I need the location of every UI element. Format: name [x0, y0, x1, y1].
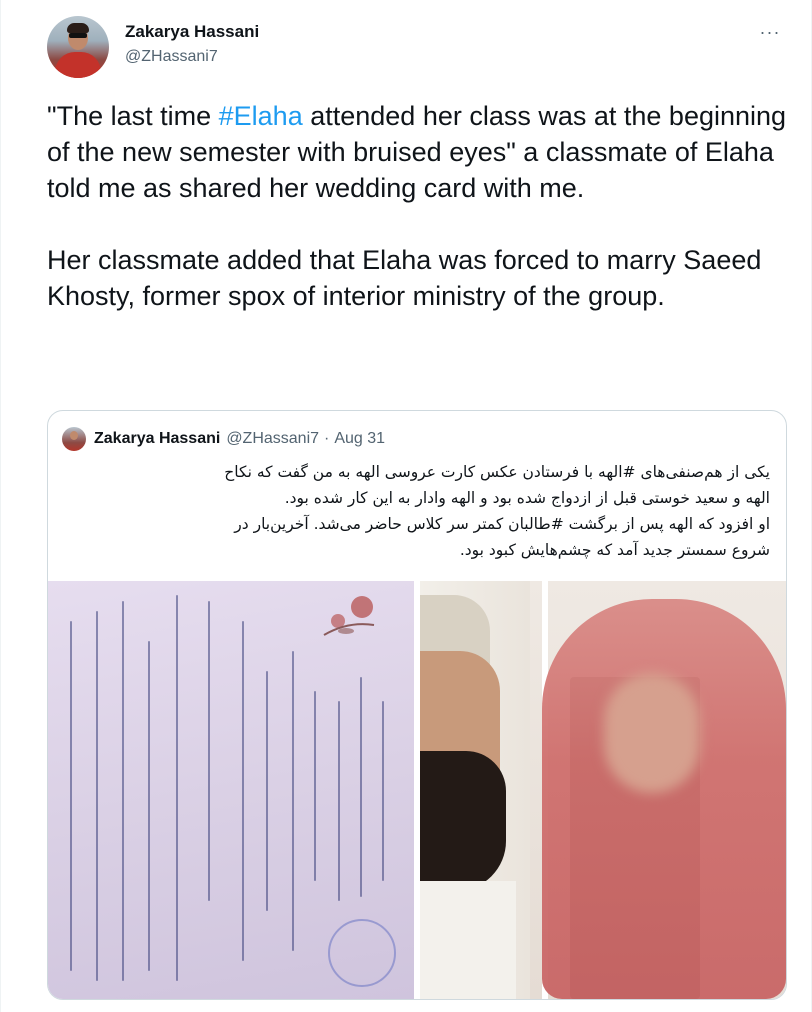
quoted-author-name: Zakarya Hassani	[94, 430, 221, 447]
quoted-author-avatar	[62, 427, 86, 451]
quoted-text-line: یکی از هم‌صنفی‌های #الهه با فرستادن عکس کارت عروسی الهه به من گفت که نکاح	[224, 463, 770, 481]
quoted-text-line: او افزود که الهه پس از برگشت #طالبان کمتر سر کلاس حاضر می‌شد. آخرین‌بار در	[234, 515, 770, 533]
quoted-tweet-text	[64, 459, 770, 563]
tweet-paragraph-2: Her classmate added that Elaha was forced to marry Saeed Khosty, former spox of interior ministry of the group.	[47, 245, 762, 311]
stamp-icon	[328, 919, 396, 987]
quoted-tweet-date[interactable]: Aug 31	[334, 430, 386, 447]
hashtag-elaha-link[interactable]: #Elaha	[218, 101, 303, 131]
couple-photo-image[interactable]	[420, 581, 786, 999]
quoted-text-line: الهه و سعید خوستی قبل از ازدواج شده بود و الهه وادار به این کار شده بود.	[284, 489, 770, 507]
tweet-header	[47, 16, 787, 80]
blurred-face	[604, 673, 700, 793]
tweet-text	[47, 98, 797, 314]
separator-dot: ·	[324, 430, 330, 447]
rose-decoration-icon	[318, 591, 382, 643]
quoted-author-handle: @ZHassani7	[226, 430, 320, 447]
more-dots-icon: ···	[759, 21, 781, 42]
author-name[interactable]: Zakarya Hassani	[125, 22, 260, 41]
quoted-tweet-media	[48, 581, 786, 999]
quoted-tweet-header	[62, 427, 385, 451]
tweet-text-part: "The last time	[47, 101, 219, 131]
tweet-text-part: attended her class was at the beginning of the new semester with bruised eyes" a classmate of Elaha told me as shared her wedding card with me.	[47, 101, 787, 203]
wedding-card-image[interactable]	[48, 581, 414, 999]
more-options-button[interactable]	[755, 20, 785, 44]
author-avatar[interactable]	[47, 16, 109, 78]
quoted-text-line: شروع سمستر جدید آمد که چشم‌هایش کبود بود.	[459, 541, 770, 559]
author-handle[interactable]: @ZHassani7	[125, 48, 218, 65]
quoted-tweet[interactable]	[47, 410, 787, 1000]
tweet-paragraph-1	[47, 98, 797, 206]
